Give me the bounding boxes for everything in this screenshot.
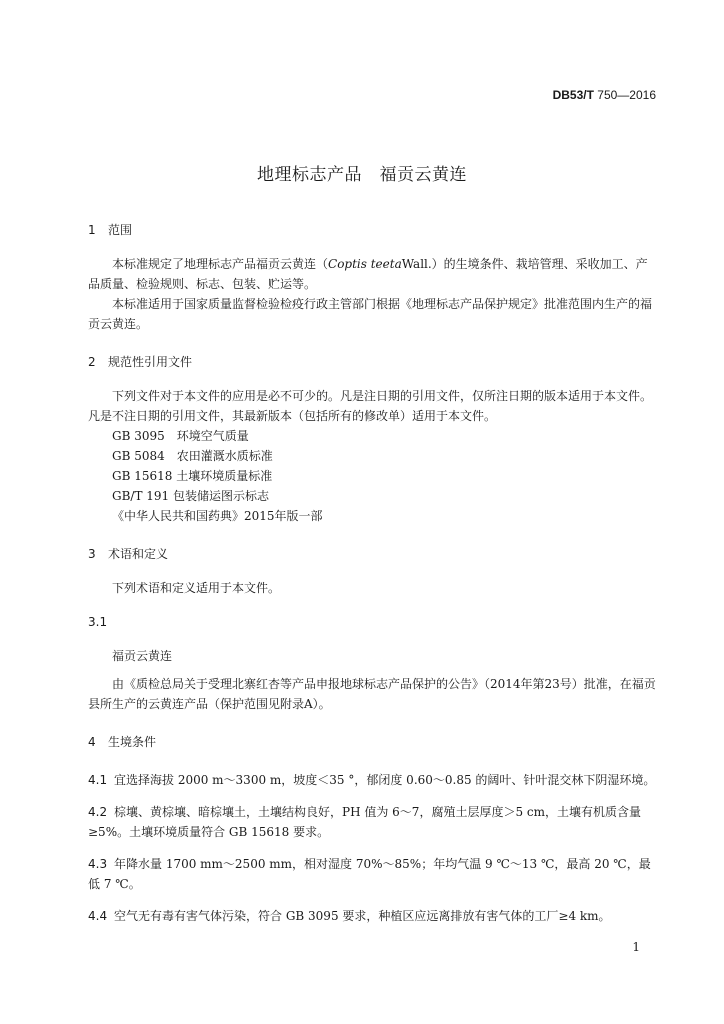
clause-4-3 [88,854,656,894]
term-definition: 由《质检总局关于受理北寨红杏等产品申报地球标志产品保护的公告》（2014年第23号）批准，在福贡县所生产的云黄连产品（保护范围见附录A）。 [88,677,656,711]
section-number: 1 [88,223,96,237]
section-4-heading [88,732,656,752]
clause-number: 4.1 [88,773,108,787]
section-number: 2 [88,355,96,369]
clause-text: 年降水量 1700 mm～2500 mm，相对湿度 70%～85%；年均气温 9 ℃～13 ℃，最高 20 ℃，最低 7 ℃。 [88,857,651,891]
clause-number: 4.2 [88,805,108,819]
references-intro: 下列文件对于本文件的应用是必不可少的。凡是注日期的引用文件，仅所注日期的版本适用于本文件。凡是不注日期的引用文件，其最新版本（包括所有的修改单）适用于本文件。 [88,389,653,423]
standard-code-prefix: DB53/T [552,88,594,102]
document-body [88,220,656,926]
standard-code-number: 750—2016 [593,88,656,102]
clause-3-1-number: 3.1 [88,615,108,629]
clause-4-4 [88,906,656,926]
section-number: 4 [88,735,96,749]
section-title: 规范性引用文件 [108,355,193,369]
section-1-heading [88,220,656,240]
clause-text: 棕壤、黄棕壤、暗棕壤土，土壤结构良好，PH 值为 6～7，腐殖土层厚度＞5 cm，土壤有机质含量≥5%。土壤环境质量符合 GB 15618 要求。 [88,805,641,839]
scope-paragraph-2: 本标准适用于国家质量监督检验检疫行政主管部门根据《地理标志产品保护规定》批准范围内生产的福贡云黄连。 [88,297,653,331]
term-name: 福贡云黄连 [112,649,173,663]
section-2-heading [88,352,656,372]
standard-code [553,88,656,102]
terms-intro: 下列术语和定义适用于本文件。 [112,581,281,595]
reference-item: GB 15618 土壤环境质量标准 [112,469,273,483]
reference-item: GB 5084 农田灌溉水质标准 [112,449,273,463]
section-title: 术语和定义 [108,547,169,561]
clause-text: 空气无有毒有害气体污染，符合 GB 3095 要求，种植区应远离排放有害气体的工厂≥4 km。 [114,909,611,923]
reference-item: GB 3095 环境空气质量 [112,429,249,443]
clause-text: 宜选择海拔 2000 m～3300 m，坡度＜35 °，郁闭度 0.60～0.85 的阔叶、针叶混交林下阴湿环境。 [114,773,656,787]
section-3-heading [88,544,656,564]
section-number: 3 [88,547,96,561]
scope-paragraph-1 [88,254,656,294]
clause-number: 4.3 [88,857,108,871]
reference-item: GB/T 191 包装储运图示标志 [112,489,269,503]
page-number: 1 [632,940,640,954]
section-title: 生境条件 [108,735,157,749]
clause-4-1 [88,770,656,790]
text-run: Wall.）的生境条件、栽培管理、采收加工、产品质量、检验规则、标志、包装、贮运等。 [88,257,648,291]
text-run: 本标准规定了地理标志产品福贡云黄连（ [112,257,329,271]
latin-name: Coptis teeta [328,257,402,271]
section-title: 范围 [108,223,133,237]
clause-4-2 [88,802,656,842]
reference-item: 《中华人民共和国药典》2015年版一部 [112,509,323,523]
document-title: 地理标志产品 福贡云黄连 [257,165,467,185]
clause-number: 4.4 [88,909,108,923]
